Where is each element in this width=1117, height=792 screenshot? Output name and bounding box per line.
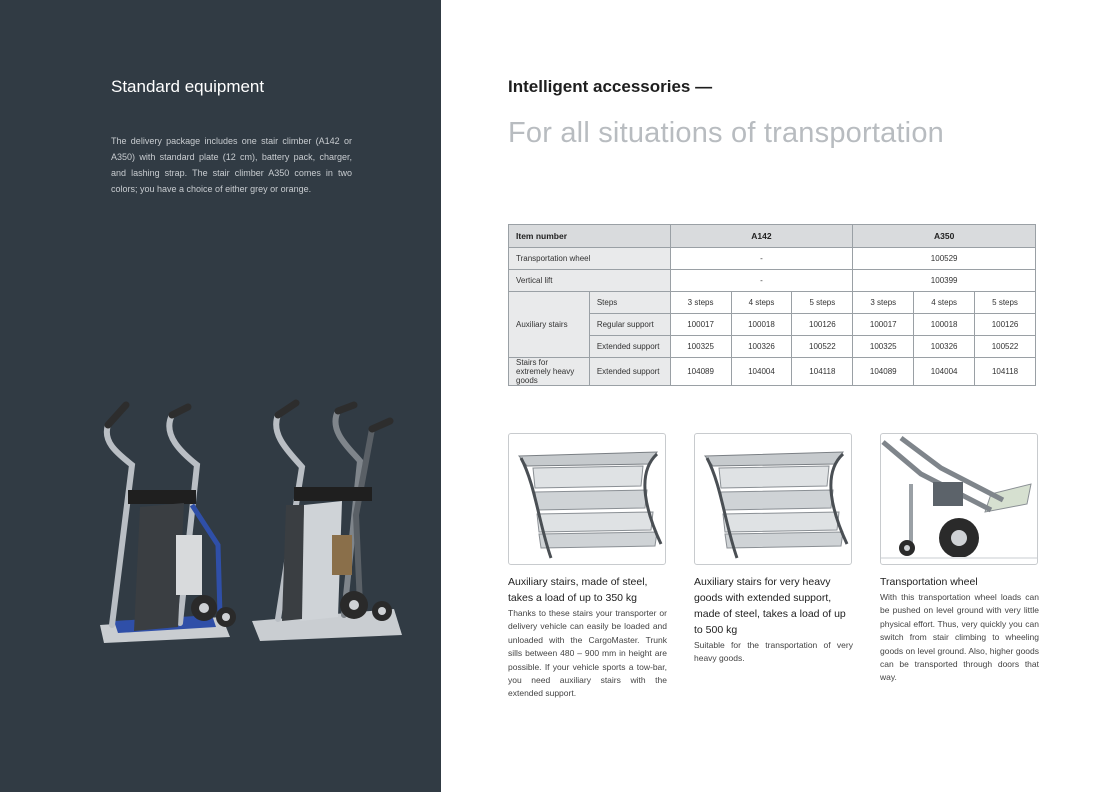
- transport-wheel-a350: 100529: [853, 248, 1036, 270]
- transport-wheel-a142: -: [670, 248, 853, 270]
- card-text-transport-wheel: With this transportation wheel loads can be pushed on level ground with very little physical effort. Thus, very quickly you can switch from stair climbing to wheeling goods on level ground. Also, higher goods can be transported through doors that way.: [880, 592, 1039, 683]
- table-cell: 100017: [670, 314, 731, 336]
- intelligent-accessories-heading: Intelligent accessories —: [508, 77, 713, 96]
- table-cell: 3 steps: [853, 292, 914, 314]
- auxiliary-stairs-350-image: [508, 433, 666, 565]
- card-title-stairs-350: Auxiliary stairs, made of steel, takes a load of up to 350 kg: [508, 576, 648, 604]
- auxiliary-stairs-label: Auxiliary stairs: [509, 292, 590, 358]
- header-a350: A350: [853, 225, 1036, 248]
- table-cell: 3 steps: [670, 292, 731, 314]
- transportation-wheel-image: [880, 433, 1038, 565]
- table-cell: 100325: [670, 336, 731, 358]
- table-cell: 104118: [975, 358, 1036, 386]
- header-item-number: Item number: [509, 225, 671, 248]
- stair-climber-a142-image: [100, 405, 236, 643]
- table-row: [509, 270, 1036, 292]
- table-cell: 5 steps: [975, 292, 1036, 314]
- table-cell: 4 steps: [731, 292, 792, 314]
- transport-wheel-label: Transportation wheel: [509, 248, 671, 270]
- table-header-row: [509, 225, 1036, 248]
- table-cell: 100017: [853, 314, 914, 336]
- table-cell: 100325: [853, 336, 914, 358]
- table-cell: 100018: [914, 314, 975, 336]
- standard-equipment-heading: Standard equipment: [111, 77, 265, 96]
- table-cell: 104118: [792, 358, 853, 386]
- table-cell: 104089: [853, 358, 914, 386]
- vertical-lift-a350: 100399: [853, 270, 1036, 292]
- table-cell: 100126: [975, 314, 1036, 336]
- table-row: [509, 292, 1036, 314]
- table-cell: 104089: [670, 358, 731, 386]
- accessories-table: [508, 224, 1036, 386]
- left-panel: [0, 0, 441, 792]
- steps-label: Steps: [589, 292, 670, 314]
- table-cell: 100126: [792, 314, 853, 336]
- table-row: [509, 248, 1036, 270]
- table-cell: 100326: [731, 336, 792, 358]
- card-text-stairs-350: Thanks to these stairs your transporter or delivery vehicle can easily be loaded and unloaded with the CargoMaster. Trunk sills between 480 – 900 mm in height are possible. If your vehicle sports a tow-bar, you need auxiliary stairs with the extended support.: [508, 608, 667, 699]
- heavy-extended-support-label: Extended support: [589, 358, 670, 386]
- table-cell: 5 steps: [792, 292, 853, 314]
- vertical-lift-a142: -: [670, 270, 853, 292]
- card-title-transport-wheel: Transportation wheel: [880, 576, 978, 588]
- table-cell: 4 steps: [914, 292, 975, 314]
- table-cell: 104004: [731, 358, 792, 386]
- standard-equipment-text: The delivery package includes one stair climber (A142 or A350) with standard plate (12 cm), battery pack, charger, and lashing strap. The stair climber A350 comes in two colors; you have a choice of either grey or orange.: [111, 136, 352, 194]
- extended-support-label: Extended support: [589, 336, 670, 358]
- auxiliary-stairs-500-image: [694, 433, 852, 565]
- stair-climber-image: [92, 395, 412, 645]
- table-cell: 100522: [975, 336, 1036, 358]
- regular-support-label: Regular support: [589, 314, 670, 336]
- table-cell: 100522: [792, 336, 853, 358]
- table-cell: 100326: [914, 336, 975, 358]
- header-a142: A142: [670, 225, 853, 248]
- table-cell: 104004: [914, 358, 975, 386]
- transportation-subheading: For all situations of transportation: [508, 117, 944, 149]
- stair-climber-a350-image: [252, 403, 402, 641]
- card-text-stairs-500: Suitable for the transportation of very heavy goods.: [694, 640, 853, 664]
- heavy-goods-label: Stairs for extremely heavy goods: [509, 358, 590, 386]
- table-row: [509, 358, 1036, 386]
- card-title-stairs-500: Auxiliary stairs for very heavy goods with extended support, made of steel, takes a load of up to 500 kg: [694, 576, 846, 636]
- table-cell: 100018: [731, 314, 792, 336]
- vertical-lift-label: Vertical lift: [509, 270, 671, 292]
